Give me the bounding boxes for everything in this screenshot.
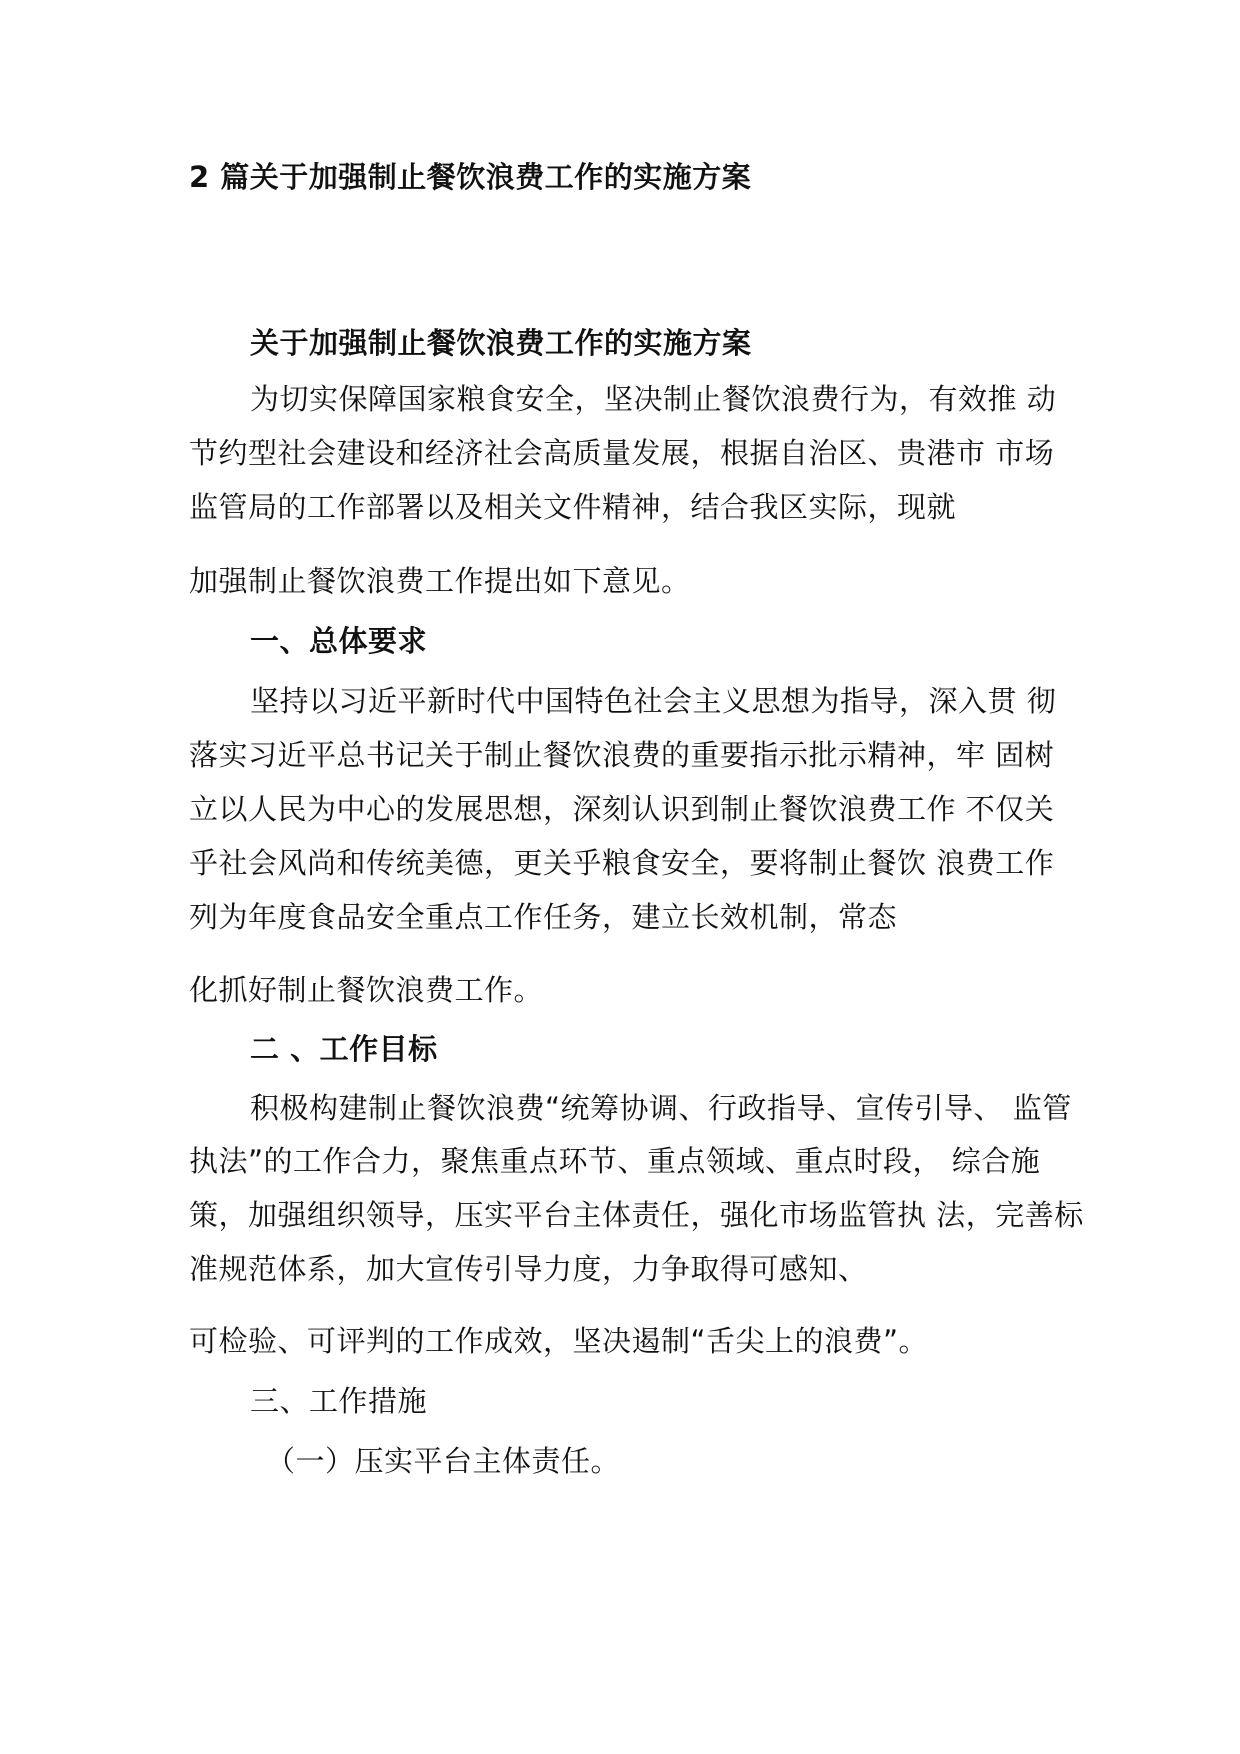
intro-line-3: 监管局的工作部署以及相关文件精神，结合我区实际，现就 [189,490,957,524]
plan-title: 关于加强制止餐饮浪费工作的实施方案 [250,326,752,360]
intro-line-4: 加强制止餐饮浪费工作提出如下意见。 [189,564,691,598]
section-1-line-3: 立以人民为中心的发展思想，深刻认识到制止餐饮浪费工作 不仅关 [189,792,1055,826]
section-2-line-3: 策，加强组织领导，压实平台主体责任，强化市场监管执 法，完善标 [189,1198,1084,1232]
section-1-line-1: 坚持以习近平新时代中国特色社会主义思想为指导，深入贯 彻 [250,684,1057,718]
subsection-1-heading: （一）压实平台主体责任。 [266,1444,621,1478]
section-1-heading: 一、总体要求 [250,624,428,658]
section-2-line-5: 可检验、可评判的工作成效，坚决遏制“舌尖上的浪费”。 [189,1324,929,1358]
intro-line-1: 为切实保障国家粮食安全，坚决制止餐饮浪费行为，有效推 动 [250,382,1057,416]
document-title: 2 篇关于加强制止餐饮浪费工作的实施方案 [189,160,752,194]
section-1-line-6: 化抓好制止餐饮浪费工作。 [189,973,544,1007]
section-2-line-1: 积极构建制止餐饮浪费“统筹协调、行政指导、宣传引导、 监管 [250,1091,1072,1125]
section-1-line-4: 乎社会风尚和传统美德，更关乎粮食安全，要将制止餐饮 浪费工作 [189,846,1055,880]
section-1-line-5: 列为年度食品安全重点工作任务，建立长效机制，常态 [189,900,898,934]
intro-line-2: 节约型社会建设和经济社会高质量发展，根据自治区、贵港市 市场 [189,436,1055,470]
section-2-heading: 二 、工作目标 [250,1032,438,1066]
section-3-heading: 三、工作措施 [250,1384,428,1418]
section-2-line-4: 准规范体系，加大宣传引导力度，力争取得可感知、 [189,1252,868,1286]
section-1-line-2: 落实习近平总书记关于制止餐饮浪费的重要指示批示精神，牢 固树 [189,738,1055,772]
section-2-line-2: 执法”的工作合力，聚焦重点环节、重点领域、重点时段， 综合施 [189,1144,1041,1178]
